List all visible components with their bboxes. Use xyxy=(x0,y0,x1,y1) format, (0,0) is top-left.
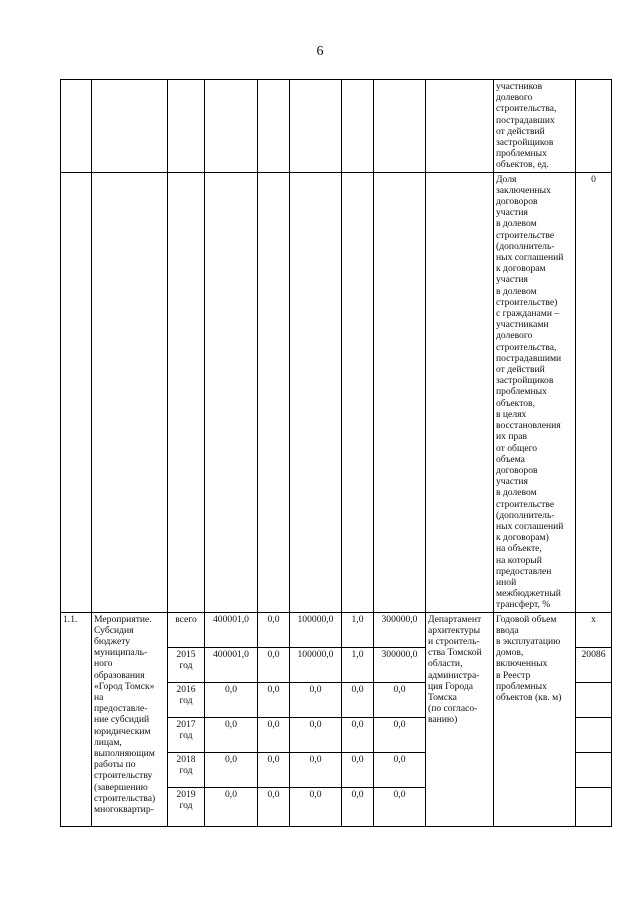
value-cell: 0,0 xyxy=(374,787,426,826)
value-cell: 0,0 xyxy=(290,787,342,826)
empty-cell xyxy=(92,80,168,173)
table-row xyxy=(61,612,612,647)
period-cell: 2016 год xyxy=(168,682,205,717)
empty-cell xyxy=(374,172,426,612)
value-cell: 300000,0 xyxy=(374,612,426,647)
value-cell: 400001,0 xyxy=(205,612,258,647)
value-cell: 0,0 xyxy=(290,717,342,752)
value-cell: 100000,0 xyxy=(290,647,342,682)
empty-cell xyxy=(205,80,258,173)
measure-number: 1.1. xyxy=(61,612,92,826)
empty-cell xyxy=(576,682,612,717)
empty-cell xyxy=(168,172,205,612)
empty-cell xyxy=(374,80,426,173)
value-cell: 0,0 xyxy=(374,752,426,787)
value-cell: 0,0 xyxy=(258,682,290,717)
executor-cell: Департамент архитектуры и строитель- ства Томской области, администра- ция Города Томска (по согласо- ванию) xyxy=(426,612,494,826)
empty-cell xyxy=(205,172,258,612)
empty-cell xyxy=(576,717,612,752)
empty-cell xyxy=(342,172,374,612)
value-cell: 0,0 xyxy=(342,752,374,787)
value-cell: 0,0 xyxy=(258,647,290,682)
empty-cell xyxy=(92,172,168,612)
value-cell: 100000,0 xyxy=(290,612,342,647)
indicator-value: x xyxy=(576,612,612,647)
value-cell: 0,0 xyxy=(205,787,258,826)
empty-cell xyxy=(342,80,374,173)
value-cell: 0,0 xyxy=(374,717,426,752)
program-table xyxy=(60,79,612,827)
empty-cell xyxy=(61,172,92,612)
period-cell: 2018 год xyxy=(168,752,205,787)
value-cell: 0,0 xyxy=(342,787,374,826)
indicator-share-value: 0 xyxy=(576,172,612,612)
empty-cell xyxy=(290,172,342,612)
period-cell: всего xyxy=(168,612,205,647)
empty-cell xyxy=(290,80,342,173)
value-cell: 1,0 xyxy=(342,612,374,647)
empty-cell xyxy=(576,752,612,787)
empty-cell xyxy=(61,80,92,173)
value-cell: 0,0 xyxy=(205,752,258,787)
empty-cell xyxy=(168,80,205,173)
continued-row-1 xyxy=(61,80,612,173)
value-cell: 0,0 xyxy=(258,752,290,787)
measure-name: Мероприятие. Субсидия бюджету муниципаль- ного образования «Город Томск» на предоставле- ние субсидий юридическим лицам, выполняющим работы по строительству (завершению строительства) многоквартир- xyxy=(92,612,168,826)
page-number: 6 xyxy=(316,44,324,59)
value-cell: 0,0 xyxy=(258,787,290,826)
value-cell: 0,0 xyxy=(258,612,290,647)
period-cell: 2019 год xyxy=(168,787,205,826)
period-cell: 2015 год xyxy=(168,647,205,682)
empty-cell xyxy=(426,172,494,612)
period-cell: 2017 год xyxy=(168,717,205,752)
value-cell: 0,0 xyxy=(290,752,342,787)
indicator-cell: Годовой объем ввода в эксплуатацию домов, включенных в Реестр проблемных объектов (кв. м) xyxy=(494,612,576,826)
value-cell: 0,0 xyxy=(342,682,374,717)
value-cell: 0,0 xyxy=(290,682,342,717)
empty-cell xyxy=(576,80,612,173)
value-cell: 0,0 xyxy=(258,717,290,752)
empty-cell xyxy=(426,80,494,173)
empty-cell xyxy=(576,787,612,826)
value-cell: 400001,0 xyxy=(205,647,258,682)
value-cell: 0,0 xyxy=(374,682,426,717)
indicator-value: 20086 xyxy=(576,647,612,682)
value-cell: 1,0 xyxy=(342,647,374,682)
value-cell: 0,0 xyxy=(342,717,374,752)
continued-row-2 xyxy=(61,172,612,612)
empty-cell xyxy=(258,172,290,612)
indicator-share-cell: Доля заключенных договоров участия в долевом строительстве (дополнитель- ных соглашений к договорам участия в долевом строительстве) с гражданами – участниками долевого строительства, пострадавшими от действий застройщиков проблемных объектов, в целях восстановления их прав от общего объема договоров участия в долевом строительстве (дополнитель- ных соглашений к договорам) на объекте, на который предоставлен иной межбюджетный трансферт, % xyxy=(494,172,576,612)
indicator-tail-cell: участников долевого строительства, пострадавших от действий застройщиков проблемных объектов, ед. xyxy=(494,80,576,173)
value-cell: 300000,0 xyxy=(374,647,426,682)
value-cell: 0,0 xyxy=(205,717,258,752)
value-cell: 0,0 xyxy=(205,682,258,717)
empty-cell xyxy=(258,80,290,173)
